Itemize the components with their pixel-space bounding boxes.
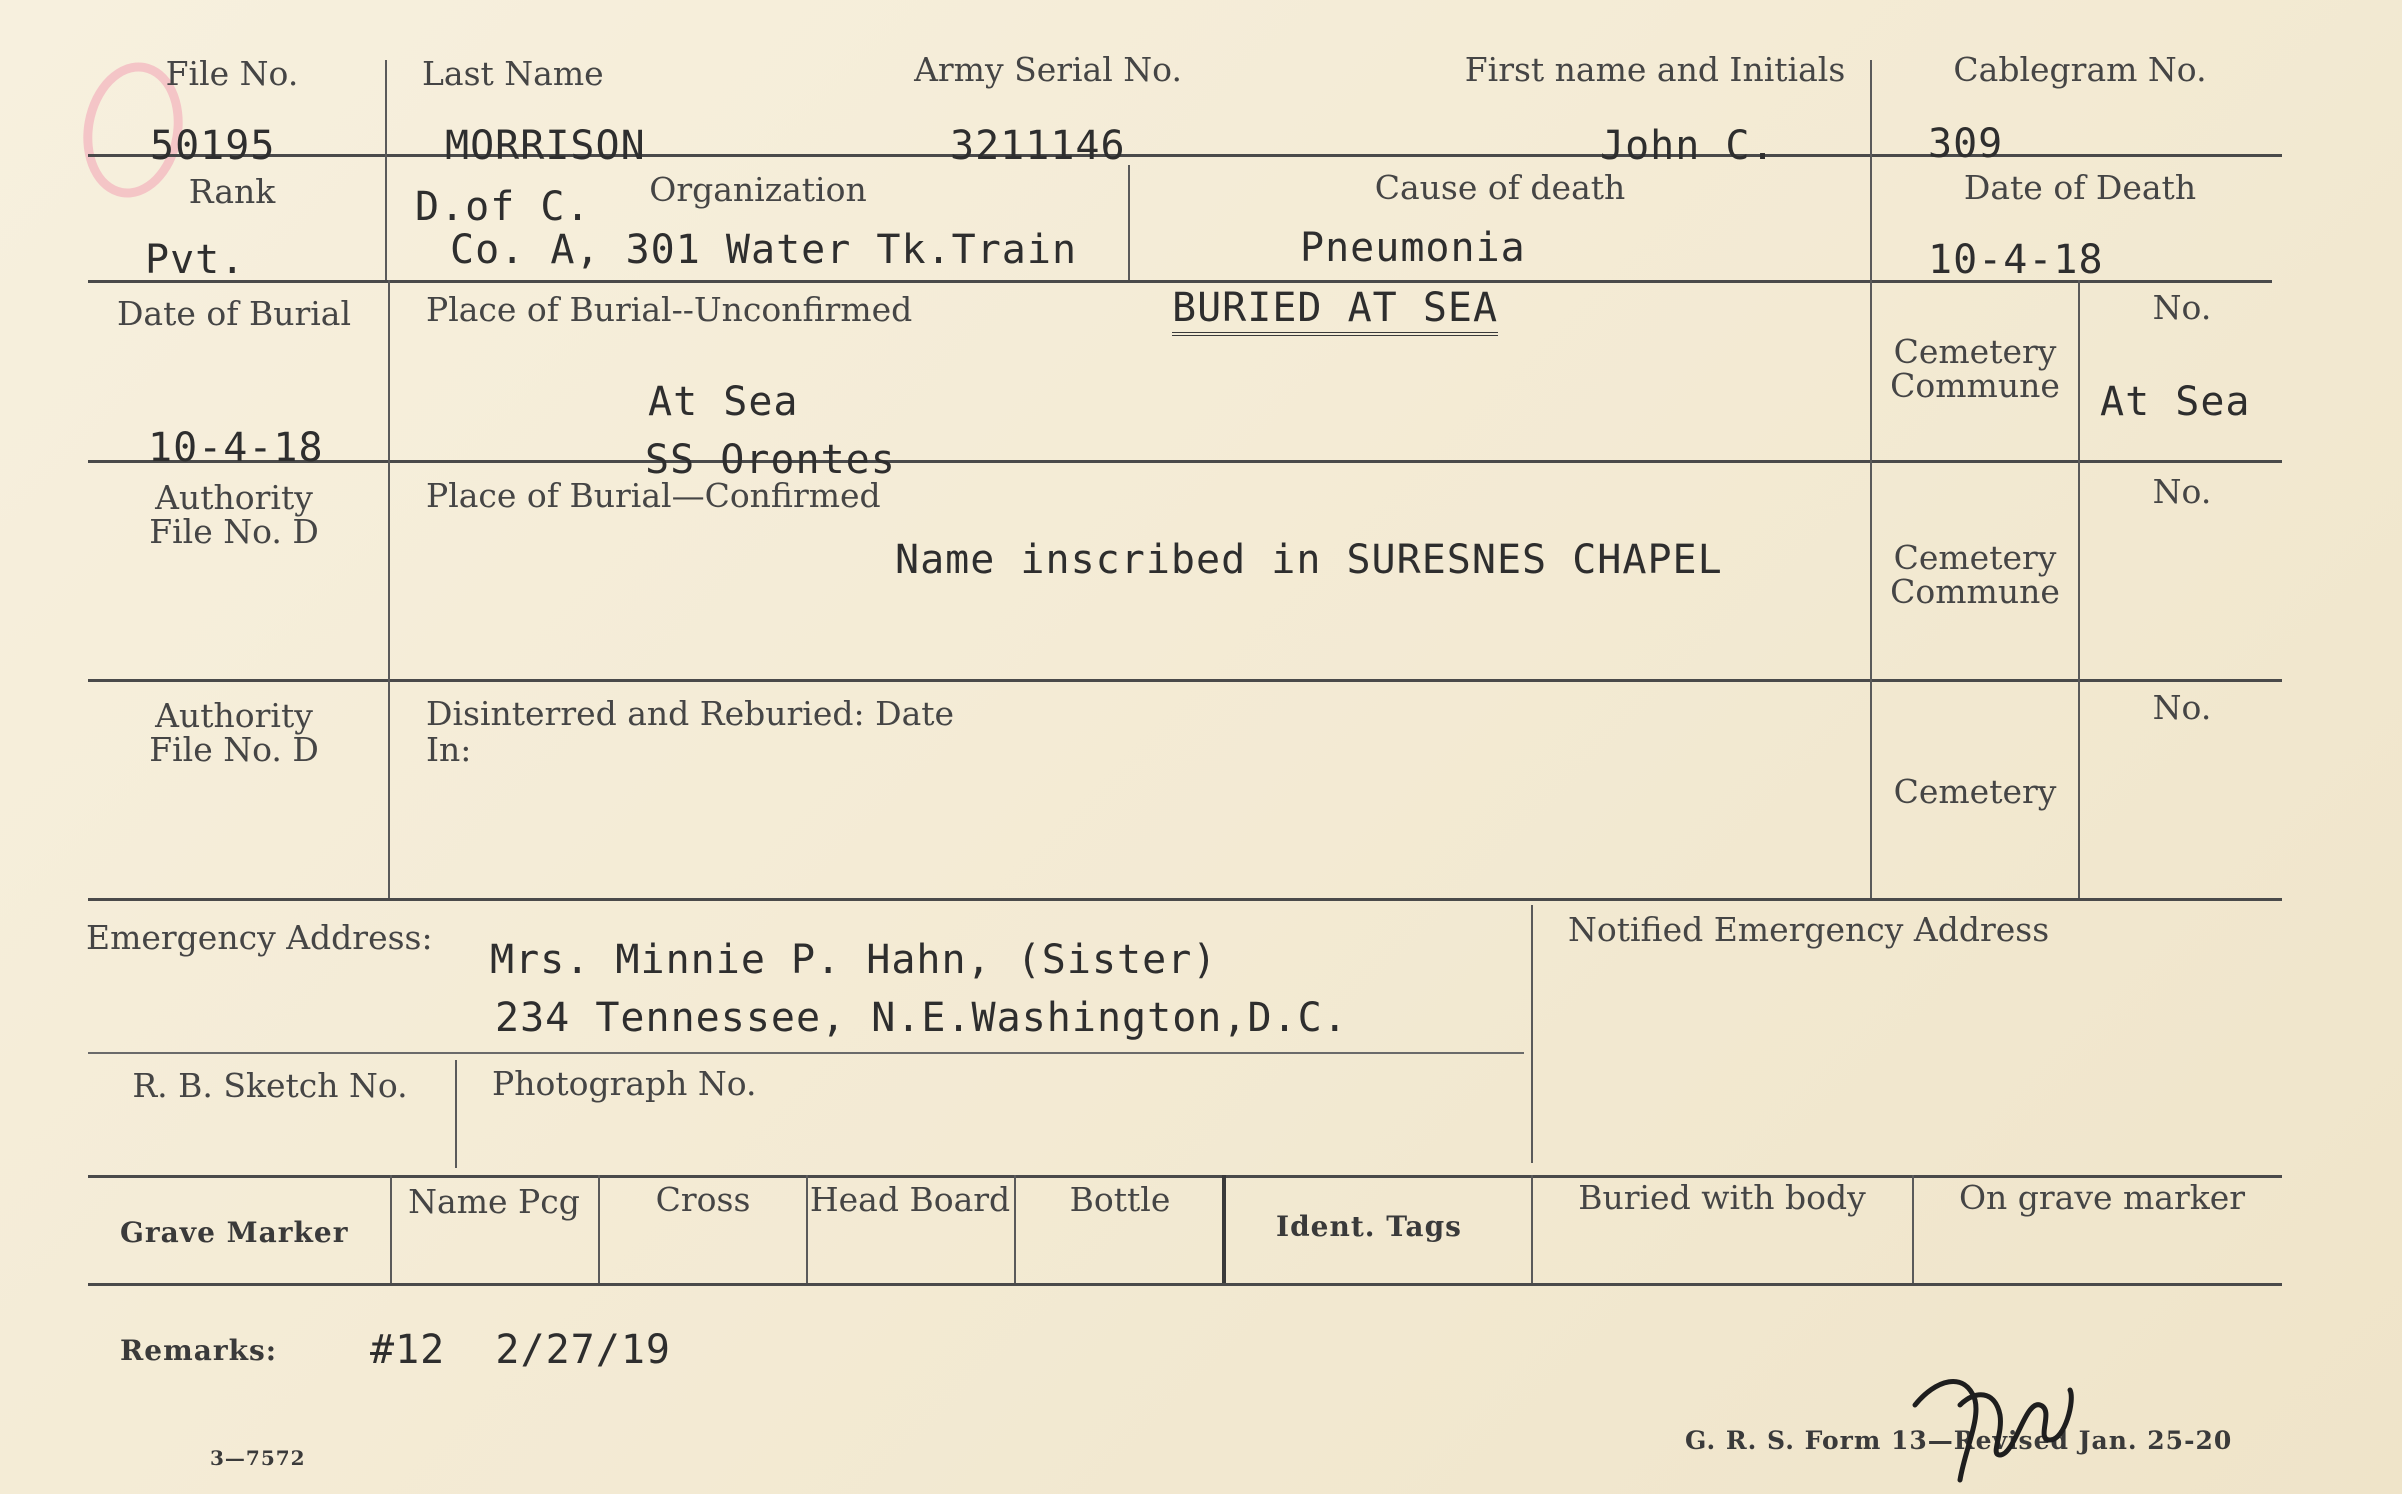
label-last-name: Last Name [422,54,604,93]
place-confirmed-value: Name inscribed in SURESNES CHAPEL [895,537,1723,583]
label-no-2: No. [2152,472,2212,511]
label-on-grave-marker: On grave marker [1958,1178,2246,1217]
rule-reburied [88,898,2282,901]
col-rule-gm-2 [598,1175,600,1283]
army-serial-value: 3211146 [950,123,1126,169]
label-organization: Organization [649,170,867,209]
col-rule-org [1128,165,1130,280]
col-rule-gm-5 [1222,1175,1226,1283]
label-file-no-d-2: File No. D [149,730,319,769]
label-cross: Cross [655,1180,751,1219]
emergency-address-line2: 234 Tennessee, N.E.Washington,D.C. [495,995,1348,1041]
label-rb-sketch: R. B. Sketch No. [132,1066,408,1105]
place-unconfirmed-line2: SS Orontes [645,437,896,483]
footer-code: 3—7572 [210,1446,306,1470]
cause-of-death-value: Pneumonia [1300,225,1526,271]
label-rank: Rank [188,172,276,211]
cablegram-value: 309 [1928,121,2004,167]
emergency-address-line1: Mrs. Minnie P. Hahn, (Sister) [490,937,1218,983]
remarks-value: #12 2/27/19 [370,1327,671,1373]
col-rule-cemetery [1870,280,1872,898]
col-rule-left-body [388,280,390,898]
col-rule-gm-6 [1531,1175,1533,1283]
label-no-1: No. [2152,288,2212,327]
label-buried-with-body: Buried with body [1578,1178,1866,1217]
label-remarks: Remarks: [120,1334,278,1367]
col-rule-file [385,60,387,280]
col-rule-no [2078,280,2080,898]
label-name-pcg: Name Pcg [408,1182,580,1221]
rule-emergency [88,1052,1524,1054]
label-disinterred-date: Disinterred and Reburied: Date [426,694,955,733]
first-name-value: John C. [1600,123,1776,169]
no-value-1: At Sea [2100,379,2251,425]
label-photograph: Photograph No. [492,1064,757,1103]
label-cablegram: Cablegram No. [1953,50,2207,89]
label-reburied-in: In: [426,730,472,769]
label-authority-1: Authority [155,478,313,517]
label-commune-2: Commune [1890,572,2060,611]
rank-value: Pvt. [145,237,246,283]
label-file-no: File No. [165,54,299,93]
label-no-3: No. [2152,688,2212,727]
handwritten-initials-signature [1905,1360,2085,1490]
rule-grave-marker [88,1283,2282,1286]
label-ident-tags: Ident. Tags [1276,1210,1462,1243]
date-of-death-value: 10-4-18 [1928,237,2104,283]
label-authority-2: Authority [155,696,313,735]
rule-unconfirmed [88,460,2282,463]
label-date-of-burial: Date of Burial [116,294,352,333]
label-first-name: First name and Initials [1464,50,1846,89]
col-rule-cablegram [1870,60,1872,280]
label-grave-marker: Grave Marker [120,1216,349,1249]
col-rule-gm-4 [1014,1175,1016,1283]
rule-confirmed [88,679,2282,682]
label-bottle: Bottle [1069,1180,1171,1219]
label-cause-of-death: Cause of death [1374,168,1626,207]
footer-form: G. R. S. Form 13—Revised Jan. 25-20 [1685,1426,2233,1455]
label-head-board: Head Board [809,1180,1011,1219]
col-rule-gm-3 [806,1175,808,1283]
last-name-value: MORRISON [445,123,646,169]
label-place-confirmed: Place of Burial—Confirmed [426,476,881,515]
rule-sketch [88,1175,2282,1178]
label-notified-emergency: Notified Emergency Address [1568,910,2050,949]
label-date-of-death: Date of Death [1963,168,2197,207]
label-commune-1: Commune [1890,366,2060,405]
col-rule-notified [1531,905,1533,1163]
place-unconfirmed-line1: At Sea [648,379,799,425]
label-army-serial: Army Serial No. [914,50,1182,89]
col-rule-sketch [455,1060,457,1168]
organization-line2: Co. A, 301 Water Tk.Train [450,227,1078,273]
label-emergency-address: Emergency Address: [86,918,433,957]
organization-line1: D.of C. [415,184,591,230]
label-cemetery-2: Cemetery [1893,538,2057,577]
label-cemetery-3: Cemetery [1893,772,2057,811]
label-place-unconfirmed: Place of Burial--Unconfirmed [426,290,913,329]
label-file-no-d-1: File No. D [149,512,319,551]
label-cemetery-1: Cemetery [1893,332,2057,371]
file-no-value: 50195 [150,123,276,169]
buried-at-sea-stamp: BURIED AT SEA [1172,288,1498,336]
col-rule-gm-7 [1912,1175,1914,1283]
date-of-burial-value: 10-4-18 [148,425,324,471]
col-rule-gm-1 [390,1175,392,1283]
